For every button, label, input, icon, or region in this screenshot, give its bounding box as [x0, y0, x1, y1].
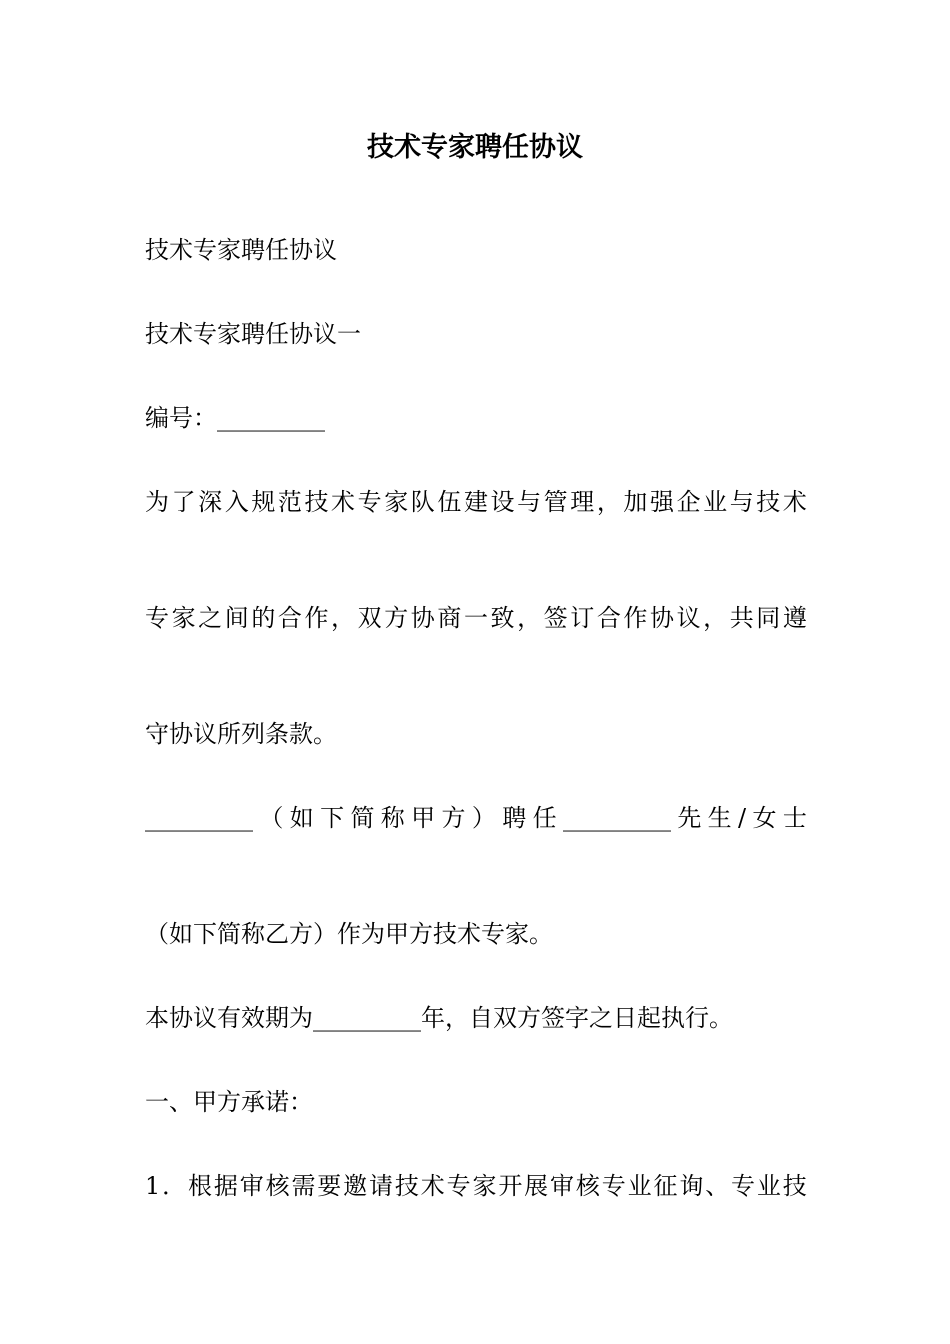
- text-glyph: 邀: [343, 1172, 368, 1200]
- text-glyph: /: [738, 804, 747, 832]
- text-glyph: 技: [304, 488, 329, 516]
- text-glyph: 管: [543, 488, 568, 516]
- text-glyph: 简: [350, 804, 375, 832]
- text-glyph: 、: [705, 1172, 730, 1200]
- text-glyph: 深: [198, 488, 223, 516]
- text-glyph: 展: [524, 1172, 549, 1200]
- text-glyph: 称: [380, 804, 405, 832]
- text-glyph: ，: [596, 488, 621, 516]
- text-glyph: 之: [198, 604, 223, 632]
- text-glyph: 合: [596, 604, 621, 632]
- text-glyph: 作: [623, 604, 648, 632]
- paragraph-line-1: [145, 484, 807, 520]
- text-glyph: 征: [653, 1172, 678, 1200]
- text-glyph: 订: [570, 604, 595, 632]
- text-glyph: 女: [752, 804, 777, 832]
- text-glyph: 为: [145, 488, 169, 516]
- text-glyph: ，: [703, 604, 728, 632]
- section-heading-party-a: 一、甲方承诺：: [145, 1088, 313, 1116]
- text-glyph: 方: [441, 804, 466, 832]
- text-glyph: 与: [517, 488, 542, 516]
- text-glyph: 共: [729, 604, 754, 632]
- text-glyph: 家: [171, 604, 196, 632]
- text-glyph: （: [259, 804, 284, 832]
- text-glyph: 请: [369, 1172, 394, 1200]
- text-glyph: 入: [224, 488, 249, 516]
- text-glyph: 间: [224, 604, 249, 632]
- text-glyph: 技: [394, 1172, 419, 1200]
- text-glyph: 下: [320, 804, 345, 832]
- text-glyph: 专: [145, 604, 169, 632]
- text-glyph: 业: [703, 488, 728, 516]
- text-glyph: 术: [420, 1172, 445, 1200]
- text-glyph: 的: [251, 604, 276, 632]
- text-glyph: 合: [277, 604, 302, 632]
- text-glyph: 专: [731, 1172, 756, 1200]
- text-glyph: 专: [601, 1172, 626, 1200]
- text-glyph: 生: [707, 804, 732, 832]
- text-glyph: 士: [782, 804, 807, 832]
- text-glyph: 建: [463, 488, 488, 516]
- text-glyph: 方: [384, 604, 409, 632]
- text-glyph: 根: [188, 1172, 212, 1200]
- text-glyph: 理: [570, 488, 595, 516]
- paragraph-line-3: 守协议所列条款。: [145, 720, 337, 748]
- text-glyph: 开: [498, 1172, 523, 1200]
- text-glyph: 技: [782, 1172, 807, 1200]
- text-glyph: 作: [304, 604, 329, 632]
- text-glyph: 家: [384, 488, 409, 516]
- text-glyph: 议: [676, 604, 701, 632]
- text-glyph: 签: [543, 604, 568, 632]
- text-glyph: 双: [357, 604, 382, 632]
- text-glyph: 了: [171, 488, 196, 516]
- text-glyph: 专: [357, 488, 382, 516]
- text-glyph: 业: [627, 1172, 652, 1200]
- text-glyph: ，: [517, 604, 542, 632]
- text-glyph: 设: [490, 488, 515, 516]
- text-glyph: 协: [649, 604, 674, 632]
- text-glyph: 先: [677, 804, 702, 832]
- text-glyph: 据: [213, 1172, 238, 1200]
- text-glyph: 范: [277, 488, 302, 516]
- clause-1-line: [145, 1168, 807, 1204]
- text-glyph: 1: [145, 1172, 161, 1200]
- text-glyph: 聘: [502, 804, 527, 832]
- text-glyph: 核: [265, 1172, 290, 1200]
- text-glyph: 规: [251, 488, 276, 516]
- text-glyph: ）: [471, 804, 496, 832]
- text-glyph: 队: [410, 488, 435, 516]
- text-glyph: 审: [550, 1172, 575, 1200]
- text-glyph: 术: [782, 488, 807, 516]
- text-glyph: ，: [331, 604, 356, 632]
- text-glyph: 家: [472, 1172, 497, 1200]
- paragraph-line-2: [145, 600, 807, 636]
- document-title: 技术专家聘任协议: [367, 132, 583, 163]
- text-glyph: 审: [239, 1172, 264, 1200]
- text-glyph: 一: [463, 604, 488, 632]
- serial-number-line: 编号：_________: [145, 404, 325, 432]
- appointment-line-2: （如下简称乙方）作为甲方技术专家。: [145, 920, 553, 948]
- text-glyph: 同: [756, 604, 781, 632]
- text-glyph: 业: [756, 1172, 781, 1200]
- text-glyph: 甲: [411, 804, 436, 832]
- appointment-line-1: [145, 800, 807, 836]
- text-glyph: 术: [331, 488, 356, 516]
- text-glyph: _________: [562, 804, 671, 832]
- text-glyph: 遵: [782, 604, 807, 632]
- validity-line: 本协议有效期为_________年，自双方签字之日起执行。: [145, 1004, 733, 1032]
- text-glyph: 如: [289, 804, 314, 832]
- text-glyph: 专: [446, 1172, 471, 1200]
- text-glyph: ．: [162, 1172, 187, 1200]
- text-glyph: 与: [729, 488, 754, 516]
- text-glyph: 核: [575, 1172, 600, 1200]
- text-glyph: 加: [623, 488, 648, 516]
- text-glyph: 致: [490, 604, 515, 632]
- text-glyph: 需: [291, 1172, 316, 1200]
- text-glyph: 技: [756, 488, 781, 516]
- text-glyph: 协: [410, 604, 435, 632]
- text-glyph: 询: [679, 1172, 704, 1200]
- text-glyph: 企: [676, 488, 701, 516]
- text-glyph: 伍: [437, 488, 462, 516]
- text-glyph: 要: [317, 1172, 342, 1200]
- text-glyph: 商: [437, 604, 462, 632]
- agreement-heading-line: 技术专家聘任协议一: [145, 320, 361, 348]
- text-glyph: 强: [649, 488, 674, 516]
- subtitle-line: 技术专家聘任协议: [145, 236, 337, 264]
- text-glyph: 任: [532, 804, 557, 832]
- text-glyph: _________: [145, 804, 253, 832]
